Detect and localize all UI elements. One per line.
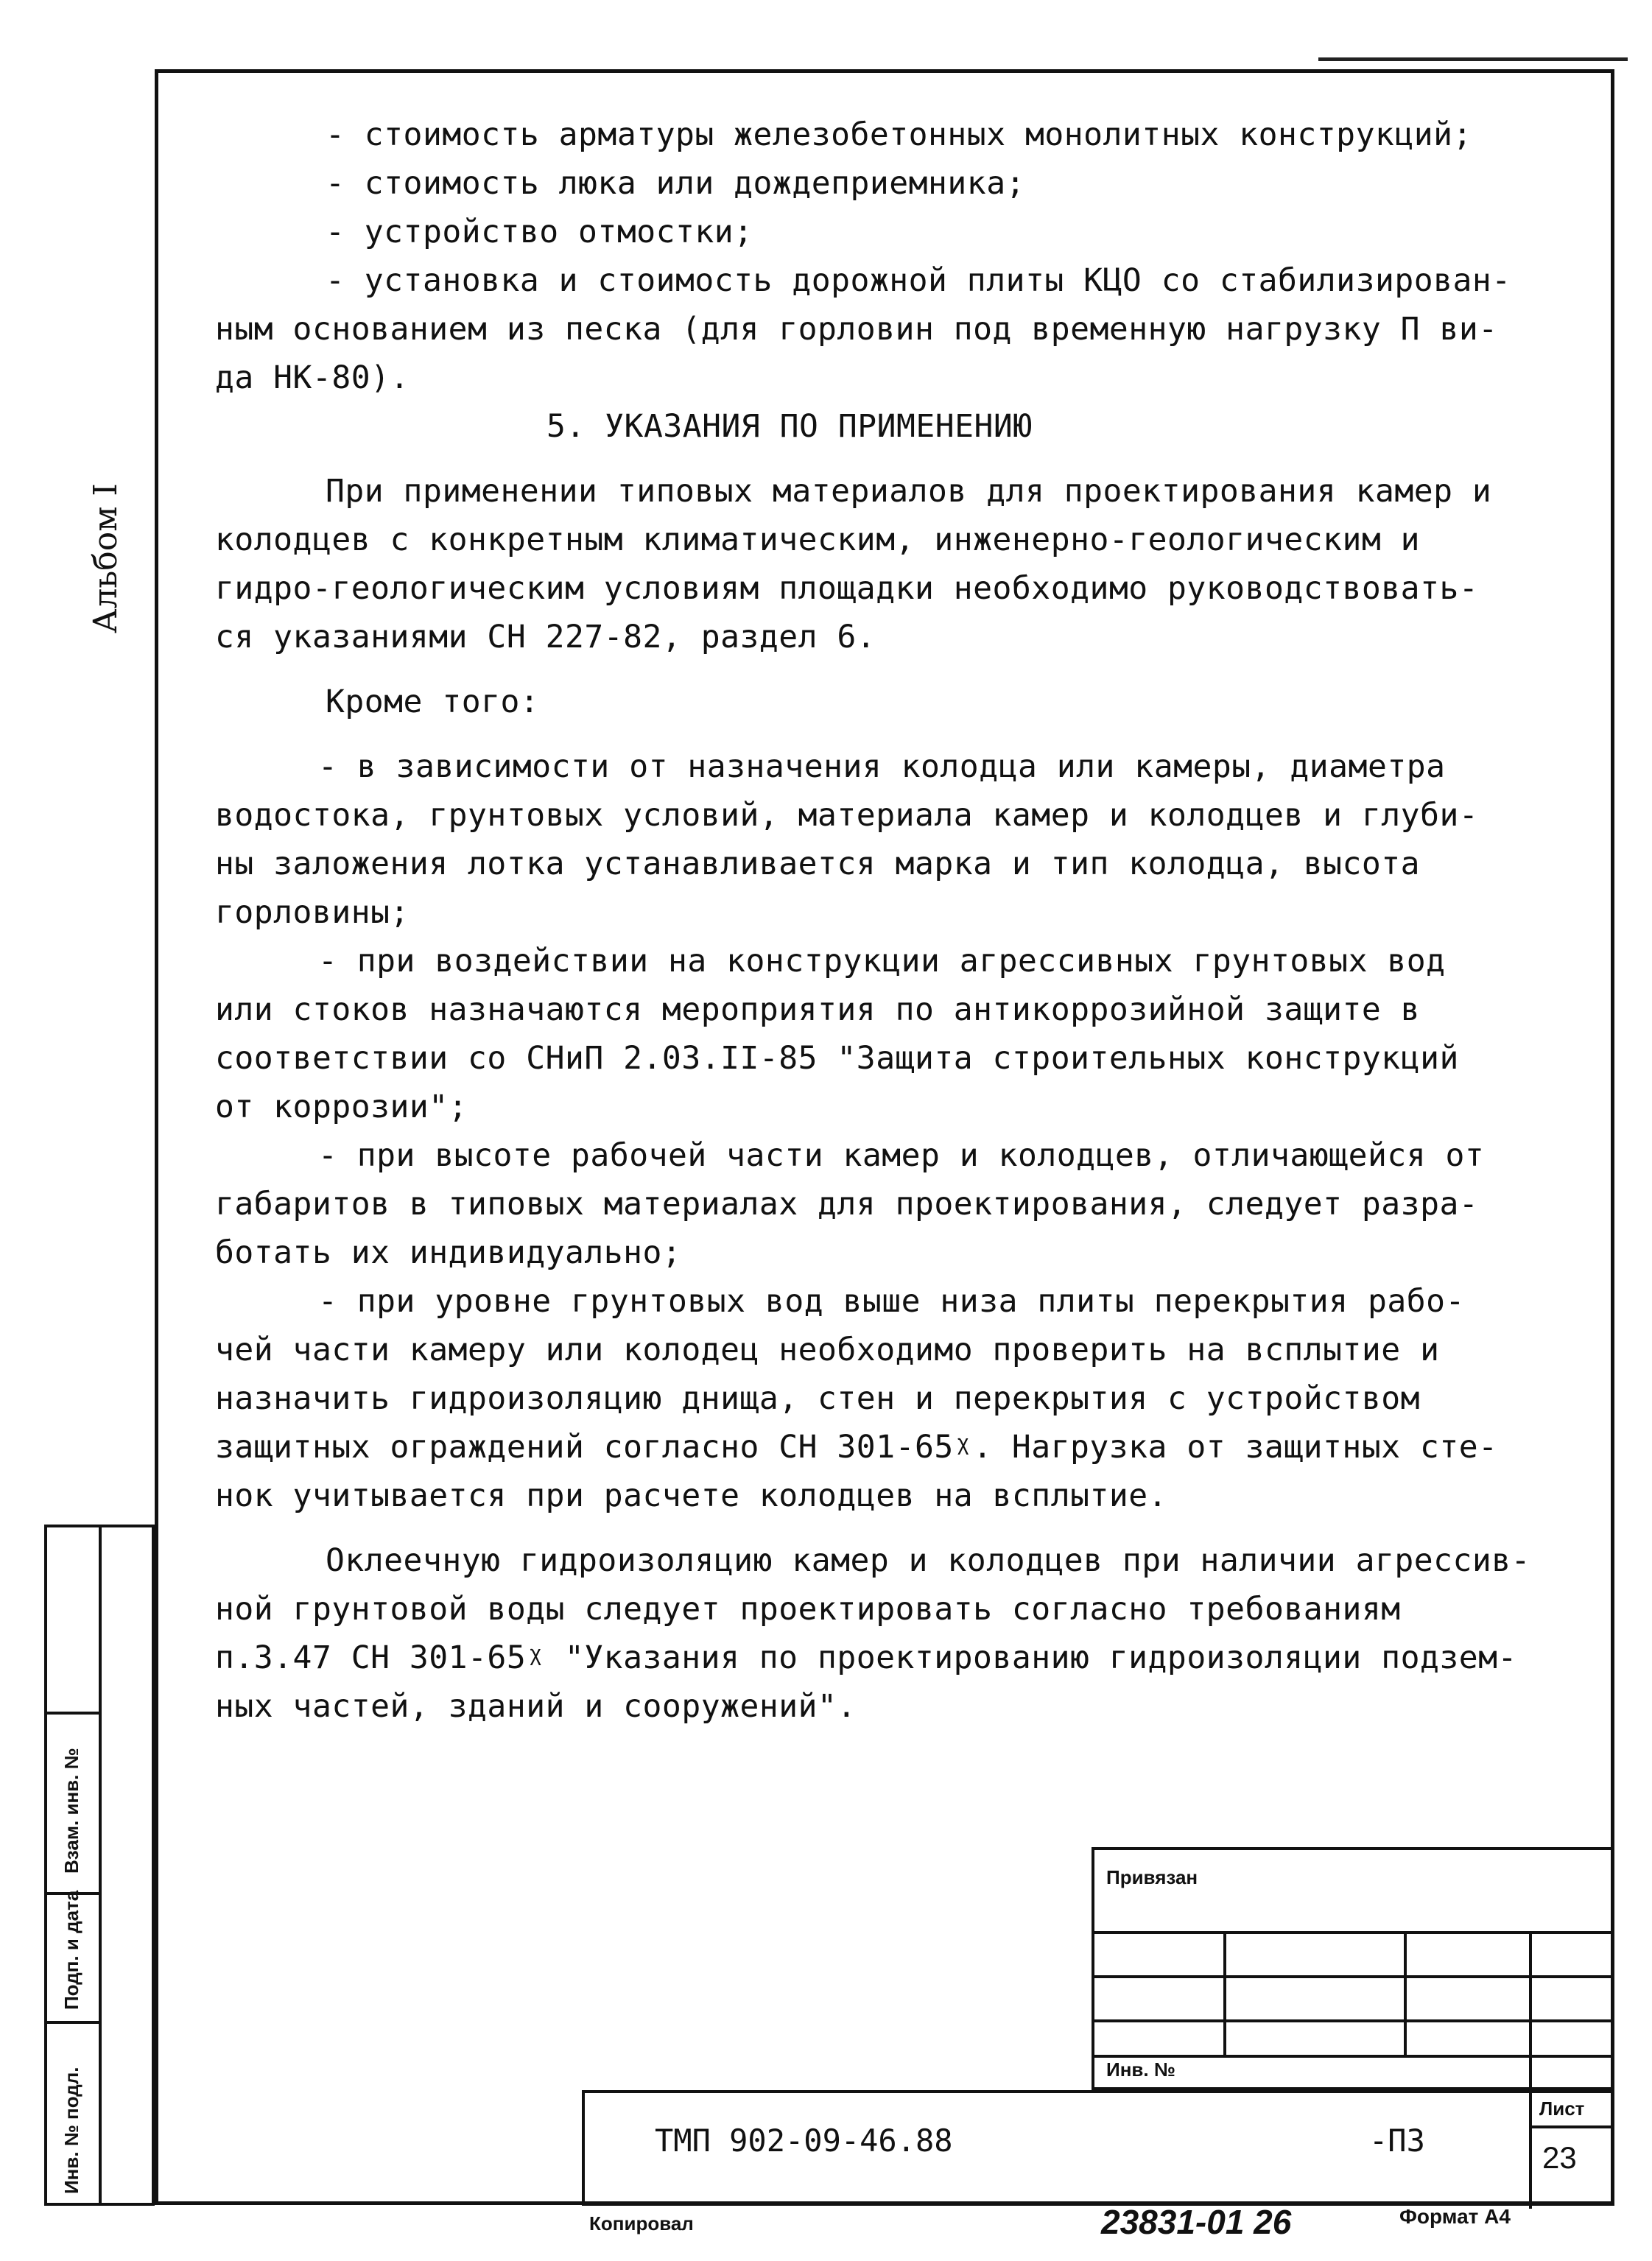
stamp-vline [1223, 1931, 1226, 2056]
text-line: - стоимость арматуры железобетонных монолитных конструкций; [326, 116, 1472, 153]
text-line: ся указаниями СН 227-82, раздел 6. [215, 619, 876, 655]
text-line: соответствии со СНиП 2.03.II-85 "Защита строительных конструкций [215, 1040, 1459, 1077]
text-line: - устройство отмостки; [326, 214, 753, 250]
text-line: чей части камеру или колодец необходимо проверить на всплытие и [215, 1332, 1440, 1368]
text-line: ботать их индивидуально; [215, 1234, 682, 1271]
copied-label: Копировал [589, 2212, 694, 2234]
text-line: Оклеечную гидроизоляцию камер и колодцев при наличии агрессив- [326, 1542, 1531, 1579]
vzam-inv-label: Взам. инв. № [60, 1748, 82, 1874]
document-code: ТМП 902-09-46.88 [655, 2123, 953, 2159]
podp-data-label: Подп. и дата [60, 1890, 82, 2010]
text-line: ной грунтовой воды следует проектировать согласно требованиям [215, 1591, 1401, 1628]
text-line: п.3.47 СН 301-65ᵡ "Указания по проектированию гидроизоляции подзем- [215, 1639, 1517, 1676]
document-body [215, 110, 1600, 1731]
text-line: нок учитывается при расчете колодцев на всплытие. [215, 1477, 1168, 1514]
text-line: - стоимость люка или дождеприемника; [326, 165, 1025, 202]
format-label: Формат А4 [1399, 2205, 1511, 2228]
side-stamp-divider [47, 2021, 99, 2024]
inv-no-label: Инв. № [1106, 2058, 1175, 2081]
text-line: защитных ограждений согласно СН 301-65ᵡ. Нагрузка от защитных сте- [215, 1429, 1498, 1466]
inv-podl-label: Инв. № подл. [60, 2067, 82, 2194]
text-line: назначить гидроизоляцию днища, стен и перекрытия с устройством [215, 1380, 1421, 1417]
text-line: габаритов в типовых материалах для проектирования, следует разра- [215, 1186, 1479, 1223]
sheet-label: Лист [1539, 2098, 1585, 2120]
privyazan-label: Привязан [1106, 1866, 1198, 1888]
text-line: Кроме того: [326, 683, 540, 720]
text-line: - в зависимости от назначения колодца или камеры, диаметра [318, 748, 1446, 785]
stamp-line [1094, 2055, 1611, 2058]
text-line: горловины; [215, 894, 410, 931]
stamp-line [1094, 1931, 1611, 1934]
text-line: от коррозии"; [215, 1089, 468, 1125]
stamp-line [1094, 1975, 1611, 1978]
text-line: ным основанием из песка (для горловин под временную нагрузку П ви- [215, 311, 1498, 348]
text-line: водостока, грунтовых условий, материала камер и колодцев и глуби- [215, 797, 1479, 834]
sheet-label-line [1529, 2125, 1611, 2128]
stamp-vline [1529, 1931, 1532, 2093]
text-line: гидро-геологическим условиям площадки необходимо руководствовать- [215, 570, 1479, 607]
document-suffix: -ПЗ [1369, 2123, 1425, 2159]
text-line: ны заложения лотка устанавливается марка и тип колодца, высота [215, 845, 1421, 882]
binding-stamp [1092, 1847, 1614, 2090]
sheet-number: 23 [1542, 2140, 1577, 2175]
side-stamp [44, 1525, 155, 2206]
top-edge-line [1318, 57, 1628, 61]
text-line: да НК-80). [215, 359, 410, 396]
text-line: или стоков назначаются мероприятия по антикоррозийной защите в [215, 991, 1421, 1028]
text-line: - при высоте рабочей части камер и колодцев, отличающейся от [318, 1137, 1485, 1174]
text-line: - при уровне грунтовых вод выше низа плиты перекрытия рабо- [318, 1283, 1465, 1320]
text-line: При применении типовых материалов для проектирования камер и [326, 473, 1492, 510]
stamp-vline [1404, 1931, 1407, 2056]
side-stamp-divider [47, 1712, 99, 1715]
album-label: Альбом I [87, 483, 124, 633]
sheet-divider [1529, 2093, 1532, 2209]
text-line: колодцев с конкретным климатическим, инженерно-геологическим и [215, 521, 1421, 558]
section-heading: 5. УКАЗАНИЯ ПО ПРИМЕНЕНИЮ [546, 408, 1033, 445]
text-line: - установка и стоимость дорожной плиты КЦО со стабилизирован- [326, 262, 1511, 299]
text-line: ных частей, зданий и сооружений". [215, 1688, 857, 1725]
stamp-line [1094, 2019, 1611, 2022]
archive-number: 23831-01 26 [1101, 2203, 1292, 2241]
text-line: - при воздействии на конструкции агрессивных грунтовых вод [318, 943, 1446, 980]
title-code-block [582, 2090, 1614, 2206]
